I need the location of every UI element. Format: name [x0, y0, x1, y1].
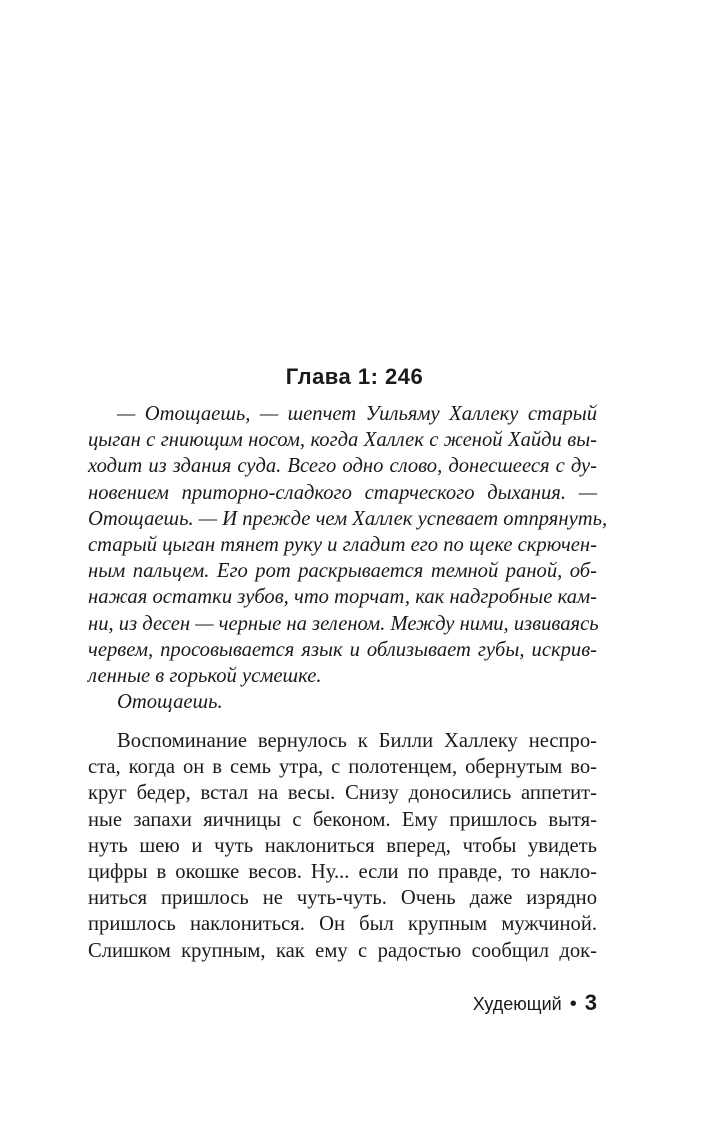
running-footer [473, 990, 597, 1016]
main-text [88, 728, 597, 964]
body-line: ниться пришлось не чуть-чуть. Очень даже изрядно [88, 887, 597, 910]
epigraph-line: ленные в горькой усмешке. [88, 664, 322, 687]
epigraph-line: Отощаешь. [117, 691, 223, 714]
body-line: Воспоминание вернулось к Билли Халлеку неспро- [117, 730, 597, 752]
body-line: ста, когда он в семь утра, с полотенцем, обернутым во- [88, 756, 597, 779]
epigraph-line: старый цыган тянет руку и гладит его по щеке скрючен- [88, 533, 597, 556]
chapter-title: Глава 1: 246 [285, 364, 424, 389]
epigraph-line: цыган с гниющим носом, когда Халлек с женой Хайди вы- [88, 429, 597, 452]
epigraph-line: ходит из здания суда. Всего одно слово, донесшееся с ду- [88, 455, 597, 478]
epigraph-line: Отощаешь. — И прежде чем Халлек успевает отпрянуть, [88, 507, 608, 530]
body-line: круг бедер, встал на весы. Снизу доносились аппетит- [88, 782, 597, 805]
body-line: ные запахи яичницы с беконом. Ему пришлось вытя- [88, 808, 597, 831]
body-line: цифры в окошке весов. Ну... если по правде, то накло- [88, 860, 597, 883]
epigraph-line: червем, просовывается язык и облизывает губы, искрив- [88, 638, 597, 661]
epigraph-line: — Отощаешь, — шепчет Уильяму Халлеку старый [117, 403, 597, 425]
epigraph [88, 401, 608, 715]
book-title: Худеющий [472, 994, 562, 1014]
epigraph-line: ным пальцем. Его рот раскрывается темной раной, об- [88, 560, 597, 583]
body-line: нуть шею и чуть наклониться вперед, чтобы увидеть [88, 834, 597, 857]
epigraph-line: новением приторно-сладкого старческого дыхания. — [88, 481, 597, 504]
page-number: 3 [584, 990, 597, 1015]
body-line: Слишком крупным, как ему с радостью сообщил док- [88, 939, 597, 962]
epigraph-line: ни, из десен — черные на зеленом. Между ними, извиваясь [88, 612, 599, 635]
epigraph-line: нажая остатки зубов, что торчат, как надгробные кам- [88, 586, 597, 609]
bullet-separator: • [569, 993, 577, 1015]
body-line: пришлось наклониться. Он был крупным мужчиной. [88, 913, 597, 936]
